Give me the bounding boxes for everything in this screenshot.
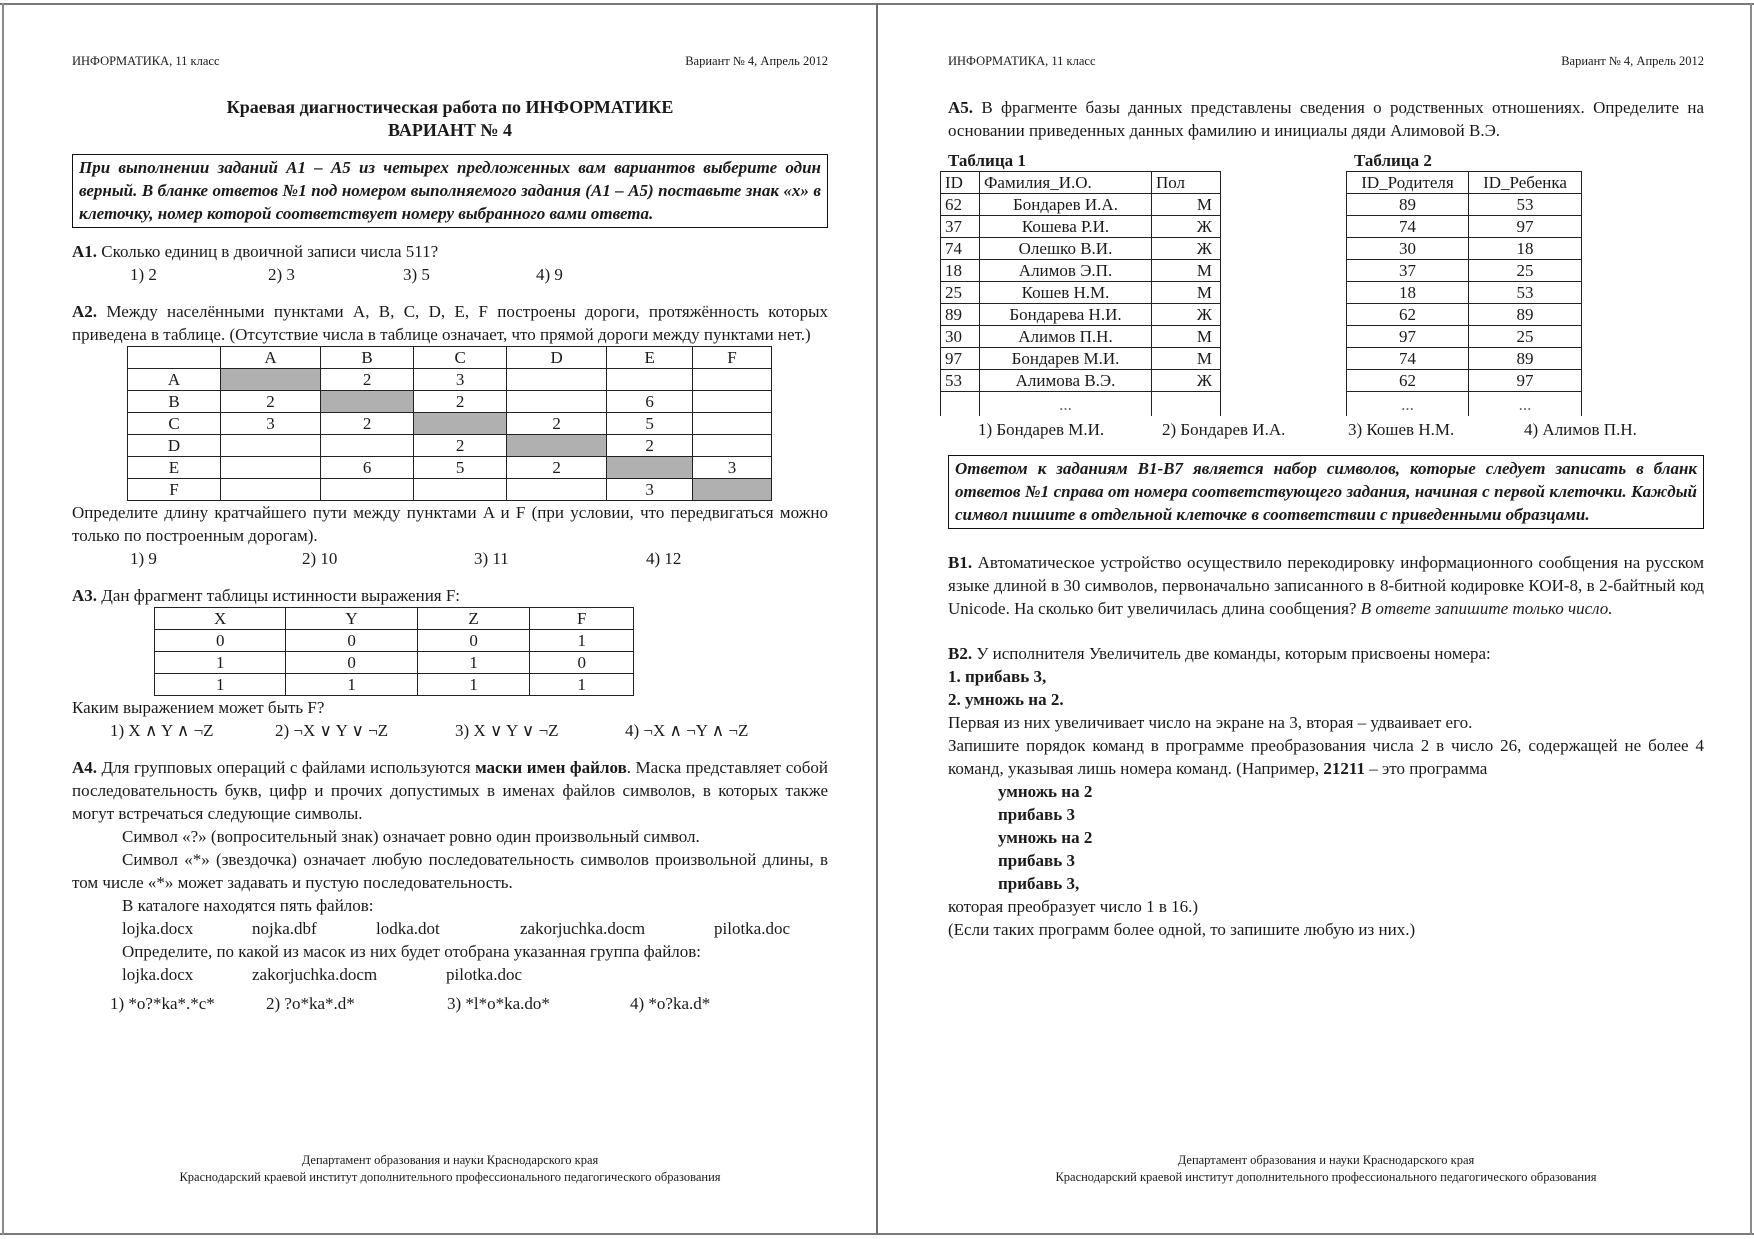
table-cell: 3 [221,413,321,435]
question-text: Автоматическое устройство осуществило перекодировку информационного сообщения на русском языке длиной в 30 символов, первоначально записанного в 8-битной кодировке КОИ-8, в 2-байтный код Unicode. На сколько бит увеличилась длина сообщения? [948,553,1705,618]
file-name: nojka.dbf [252,919,317,938]
diagonal-cell [693,479,772,501]
question-text: В фрагменте базы данных представлены сведения о родственных отношениях. Определите на основании приведенных данных фамилию и инициалы дяди Алимовой В.Э. [948,98,1705,140]
table-cell: 3 [607,479,693,501]
question-number: А5. [948,98,974,117]
table-cell [221,457,321,479]
table-cell: 1 [530,674,634,696]
table-header-row [155,608,634,630]
ellipsis-cell: ... [1347,392,1469,417]
table-row [1347,260,1582,282]
table-cell: 0 [155,630,286,652]
command-description: Первая из них увеличивает число на экране на 3, вторая – удваивает его. [948,713,1473,732]
program-step: прибавь 3, [998,874,1080,893]
table-cell: 1 [417,652,530,674]
rule-asterisk: Символ «*» (звездочка) означает любую последовательность символов произвольной длины, в том числе «*» может задавать и пустую последовательность. [72,850,828,892]
child-id-cell: 53 [1469,194,1582,216]
parent-id-cell: 89 [1347,194,1469,216]
question-a4 [72,756,828,1015]
table-row [128,435,772,457]
header-cell: ID [941,172,980,194]
answer-option-4[interactable]: 4) Алимов П.Н. [1524,420,1637,439]
catalog-intro: В каталоге находятся пять файлов: [122,896,374,915]
distance-table [127,346,772,501]
window-frame-right [1750,3,1752,1235]
answer-options [72,547,828,570]
page-divider [876,3,878,1235]
question-number: А3. [72,586,98,605]
file-list [72,917,828,940]
rule-question-mark: Символ «?» (вопросительный знак) означает ровно один произвольный символ. [122,827,700,846]
table-header-row [1347,172,1582,194]
sex-cell: М [1152,194,1221,216]
question-number: В2. [948,644,973,663]
table-header-row [128,347,772,369]
table-cell: 6 [321,457,414,479]
program-result: которая преобразует число 1 в 16.) [948,897,1199,916]
header-cell: Пол [1152,172,1221,194]
child-id-cell: 25 [1469,260,1582,282]
table-row [1347,238,1582,260]
header-cell: ID_Ребенка [1469,172,1582,194]
answer-option-3[interactable]: 3) 5 [403,265,430,284]
table-row-ellipsis [1347,392,1582,417]
name-cell: Алимов П.Н. [980,326,1152,348]
answer-option-1[interactable]: 1) *o?*ka*.*c* [110,994,215,1013]
answer-option-3[interactable]: 3) Кошев Н.М. [1348,420,1455,439]
header-cell: ID_Родителя [1347,172,1469,194]
table-cell: 2 [221,391,321,413]
file-name: zakorjuchka.docm [520,919,646,938]
answer-options [72,992,828,1015]
question-text: Для групповых операций с файлами используются [101,758,471,777]
task-text-end: – это программа [1369,759,1488,778]
name-cell: Алимова В.Э. [980,370,1152,392]
sex-cell: М [1152,326,1221,348]
instructions-box-b: Ответом к заданиям В1-В7 является набор символов, которые следует записать в бланк ответов №1 справа от номера соответствующего задания, начиная с первой клеточки. Каждый символ пишите в отдельной клеточке в соответствии с приведенными образцами. [948,455,1704,529]
name-cell: Кошев Н.М. [980,282,1152,304]
header-cell: C [414,347,507,369]
table-row [155,674,634,696]
answer-option-4[interactable]: 4) *o?ka.d* [630,994,711,1013]
table-row [1347,326,1582,348]
file-name: zakorjuchka.docm [252,965,378,984]
name-cell: Кошева Р.И. [980,216,1152,238]
question-number: А1. [72,242,98,261]
question-a1 [72,240,828,286]
table-row [941,216,1221,238]
table-row [1347,304,1582,326]
table-cell: 0 [530,652,634,674]
file-name: pilotka.doc [714,919,791,938]
table-row [1347,282,1582,304]
table-row [1347,348,1582,370]
running-header [948,54,1704,69]
table-cell [693,369,772,391]
answer-option-4[interactable]: 4) ¬X ∧ ¬Y ∧ ¬Z [625,721,749,740]
row-label: F [128,479,221,501]
left-page [72,0,828,1239]
table-cell [507,479,607,501]
ellipsis-cell: ... [980,392,1152,417]
answer-option-3[interactable]: 3) X ∨ Y ∨ ¬Z [455,721,559,740]
table-cell: 1 [417,674,530,696]
example-program [948,780,1704,895]
child-id-cell: 89 [1469,348,1582,370]
table-cell [507,391,607,413]
child-id-cell: 89 [1469,304,1582,326]
table-cell: 2 [321,413,414,435]
answer-option-2[interactable]: 2) ?o*ka*.d* [266,994,355,1013]
table-cell: 1 [155,652,286,674]
id-cell: 25 [941,282,980,304]
child-id-cell: 18 [1469,238,1582,260]
window-frame-left [2,3,4,1235]
program-step: прибавь 3 [998,851,1075,870]
database-tables [940,150,1582,416]
answer-option-2[interactable]: 2) Бондарев И.А. [1162,420,1286,439]
relations-table [1346,171,1582,416]
header-cell: B [321,347,414,369]
table-cell: 3 [414,369,507,391]
table-cell: 3 [693,457,772,479]
program-step: прибавь 3 [998,805,1075,824]
header-cell: D [507,347,607,369]
header-cell: Z [417,608,530,630]
id-cell: 18 [941,260,980,282]
question-followup: Определите длину кратчайшего пути между пунктами A и F (при условии, что передвигаться можно только по построенным дорогам). [72,503,828,545]
table-row [941,326,1221,348]
command-2: 2. умножь на 2. [948,690,1064,709]
right-page-content [945,96,1705,941]
child-id-cell: 53 [1469,282,1582,304]
diagonal-cell [321,391,414,413]
file-name: pilotka.doc [446,965,523,984]
name-cell: Бондарев И.А. [980,194,1152,216]
table-row [155,630,634,652]
program-note: (Если таких программ более одной, то запишите любую из них.) [948,920,1416,939]
header-cell: F [530,608,634,630]
table-cell: 2 [414,435,507,457]
select-intro: Определите, по какой из масок из них будет отобрана указанная группа файлов: [122,942,702,961]
answer-option-4[interactable]: 4) 12 [646,549,682,568]
question-followup: Каким выражением может быть F? [72,698,325,717]
example-code: 21211 [1323,759,1365,778]
table-1-block [940,150,1221,416]
name-cell: Алимов Э.П. [980,260,1152,282]
header-cell: F [693,347,772,369]
header-variant: Вариант № 4, Апрель 2012 [685,54,828,68]
header-cell: A [221,347,321,369]
sex-cell: М [1152,348,1221,370]
id-cell: 89 [941,304,980,326]
file-name: lodka.dot [376,919,440,938]
question-text: Дан фрагмент таблицы истинности выражения F: [101,586,461,605]
row-label: C [128,413,221,435]
id-cell: 53 [941,370,980,392]
id-cell: 30 [941,326,980,348]
table-row [941,304,1221,326]
question-text: Сколько единиц в двоичной записи числа 511? [101,242,439,261]
diagonal-cell [607,457,693,479]
footer-line-1: Департамент образования и науки Краснодарского края [1177,1153,1475,1167]
table-row [941,282,1221,304]
parent-id-cell: 62 [1347,370,1469,392]
answer-note: В ответе запишите только число. [1360,599,1613,618]
header-cell [128,347,221,369]
table-cell [221,479,321,501]
file-name: lojka.docx [122,965,194,984]
table-cell: 0 [286,652,417,674]
footer-line-2: Краснодарский краевой институт дополнительного профессионального педагогического образования [1055,1170,1597,1184]
id-cell: 62 [941,194,980,216]
table-cell: 2 [321,369,414,391]
table-cell [321,435,414,457]
table-row [941,370,1221,392]
sex-cell: Ж [1152,304,1221,326]
table-cell [607,369,693,391]
id-cell: 37 [941,216,980,238]
task-text [948,734,1704,780]
task-text-start: Запишите порядок команд в программе преобразования числа 2 в число 26, содержащей не более 4 команд, указывая лишь номера команд. (Например, [948,736,1704,778]
table-1-caption: Таблица 1 [948,151,1026,170]
answer-option-3[interactable]: 3) *l*o*ka.do* [447,994,550,1013]
empty-cell [1152,392,1221,417]
answer-options [72,719,828,742]
parent-id-cell: 97 [1347,326,1469,348]
row-label: E [128,457,221,479]
table-row [128,413,772,435]
answer-option-4[interactable]: 4) 9 [536,265,563,284]
question-number: А4. [72,758,98,777]
header-subject: ИНФОРМАТИКА, 11 класс [948,54,1096,68]
table-cell: 0 [286,630,417,652]
question-a5 [948,96,1704,142]
header-variant: Вариант № 4, Апрель 2012 [1561,54,1704,68]
diagonal-cell [221,369,321,391]
header-cell: Y [286,608,417,630]
header-cell: X [155,608,286,630]
empty-cell [941,392,980,417]
table-cell: 1 [286,674,417,696]
answer-option-2[interactable]: 2) 3 [268,265,295,284]
table-2-block [1346,150,1582,416]
page-title [72,96,828,142]
header-subject: ИНФОРМАТИКА, 11 класс [72,54,220,68]
page-footer [948,1152,1704,1186]
table-cell: 2 [507,457,607,479]
question-intro [948,642,1704,665]
right-page [945,0,1705,1239]
selected-file-list [72,963,828,986]
sex-cell: Ж [1152,216,1221,238]
diagonal-cell [414,413,507,435]
answer-option-1[interactable]: 1) 9 [130,549,157,568]
table-cell [414,479,507,501]
table-row [941,238,1221,260]
table-row [941,348,1221,370]
question-text: У исполнителя Увеличитель две команды, которым присвоены номера: [976,644,1491,663]
table-row [128,479,772,501]
table-row [941,260,1221,282]
row-label: D [128,435,221,457]
answer-option-3[interactable]: 3) 11 [474,549,509,568]
instructions-box-a: При выполнении заданий А1 – А5 из четырех предложенных вам вариантов выберите один верный. В бланке ответов №1 под номером выполняемого задания (А1 – А5) поставьте знак «х» в клеточку, номер которой соответствует номеру выбранного вами ответа. [72,154,828,228]
header-cell: E [607,347,693,369]
header-cell: Фамилия_И.О. [980,172,1152,194]
table-header-row [941,172,1221,194]
parent-id-cell: 30 [1347,238,1469,260]
answer-option-2[interactable]: 2) ¬X ∨ Y ∨ ¬Z [275,721,389,740]
table-2-caption: Таблица 2 [1354,151,1432,170]
name-cell: Бондарев М.И. [980,348,1152,370]
question-number: А2. [72,302,98,321]
table-cell [221,435,321,457]
table-cell: 2 [607,435,693,457]
question-intro [72,756,828,825]
table-row [155,652,634,674]
id-cell: 74 [941,238,980,260]
child-id-cell: 97 [1469,216,1582,238]
answer-options [948,418,1704,441]
page-footer [72,1152,828,1186]
people-table [940,171,1221,416]
answer-option-1[interactable]: 1) 2 [130,265,157,284]
footer-line-2: Краснодарский краевой институт дополнительного профессионального педагогического образования [179,1170,721,1184]
answer-option-1[interactable]: 1) Бондарев М.И. [978,420,1105,439]
table-cell [321,479,414,501]
table-cell [693,391,772,413]
title-line-2: ВАРИАНТ № 4 [388,120,512,140]
table-cell: 6 [607,391,693,413]
table-row-ellipsis [941,392,1221,417]
table-row [128,369,772,391]
table-cell: 2 [507,413,607,435]
question-b2 [948,642,1704,941]
program-step: умножь на 2 [998,828,1093,847]
table-cell [693,435,772,457]
title-line-1: Краевая диагностическая работа по ИНФОРМАТИКЕ [226,97,674,117]
truth-table [154,607,634,696]
table-row [1347,216,1582,238]
question-b1 [948,551,1704,620]
file-name: lojka.docx [122,919,194,938]
table-row [941,194,1221,216]
child-id-cell: 25 [1469,326,1582,348]
id-cell: 97 [941,348,980,370]
table-cell: 2 [414,391,507,413]
table-cell: 5 [607,413,693,435]
ellipsis-cell: ... [1469,392,1582,417]
diagonal-cell [507,435,607,457]
left-page-content [72,96,828,1015]
answer-options [72,263,828,286]
table-row [1347,370,1582,392]
row-label: A [128,369,221,391]
parent-id-cell: 37 [1347,260,1469,282]
child-id-cell: 97 [1469,370,1582,392]
sex-cell: Ж [1152,238,1221,260]
parent-id-cell: 74 [1347,216,1469,238]
sex-cell: М [1152,282,1221,304]
table-row [128,391,772,413]
question-text: Между населёнными пунктами A, B, C, D, E, F построены дороги, протяжённость которых приведена в таблице. (Отсутствие числа в таблице означает, что прямой дороги между пунктами нет.) [72,302,828,344]
answer-option-1[interactable]: 1) X ∧ Y ∧ ¬Z [110,721,214,740]
answer-option-2[interactable]: 2) 10 [302,549,338,568]
command-1: 1. прибавь 3, [948,667,1047,686]
question-a2 [72,300,828,570]
parent-id-cell: 62 [1347,304,1469,326]
name-cell: Бондарева Н.И. [980,304,1152,326]
running-header [72,54,828,69]
question-number: В1. [948,553,973,572]
question-text-cont: . Маска представляет собой последовательность букв, цифр и прочих допустимых в именах файлов символов, в которых также могут встречаться следующие символы. [72,758,828,823]
program-step: умножь на 2 [998,782,1093,801]
table-cell [507,369,607,391]
table-cell: 1 [155,674,286,696]
table-cell [693,413,772,435]
table-row [1347,194,1582,216]
sex-cell: Ж [1152,370,1221,392]
table-cell: 1 [530,630,634,652]
footer-line-1: Департамент образования и науки Краснодарского края [301,1153,599,1167]
sex-cell: М [1152,260,1221,282]
table-row [128,457,772,479]
question-a3 [72,584,828,742]
file-masks-term: маски имен файлов [475,758,627,777]
name-cell: Олешко В.И. [980,238,1152,260]
row-label: B [128,391,221,413]
table-cell: 5 [414,457,507,479]
parent-id-cell: 18 [1347,282,1469,304]
table-cell: 0 [417,630,530,652]
parent-id-cell: 74 [1347,348,1469,370]
